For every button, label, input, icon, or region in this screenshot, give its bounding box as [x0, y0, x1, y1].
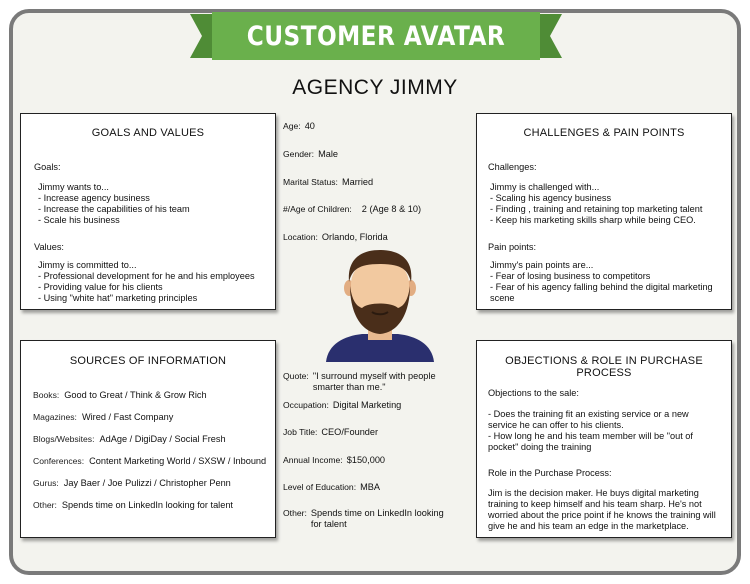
pain-line: - Fear of losing business to competitors: [490, 271, 651, 281]
goals-line: - Scale his business: [38, 215, 120, 225]
title-ribbon: [190, 12, 562, 60]
challenges-line: - Scaling his agency business: [490, 193, 612, 203]
goals-values-title: GOALS AND VALUES: [91, 127, 205, 139]
pain-line: - Fear of his agency falling behind the digital marketing: [490, 282, 713, 292]
role-line: training to keep himself and his team sharp. He's not: [488, 499, 702, 509]
page-title: CUSTOMER AVATAR: [246, 20, 506, 52]
education-row: [283, 482, 380, 492]
source-label: Blogs/Websites:: [33, 434, 95, 444]
goals-line: - Increase the capabilities of his team: [38, 204, 190, 214]
pain-list: [490, 260, 713, 304]
other-label: Other:: [283, 508, 307, 518]
income-value: $150,000: [346, 455, 386, 465]
goals-line: Jimmy wants to...: [38, 182, 109, 192]
values-label: Values:: [34, 242, 64, 252]
age-value: 40: [304, 121, 315, 131]
challenges-label: Challenges:: [488, 162, 537, 172]
pain-line: Jimmy's pain points are...: [490, 260, 594, 270]
sources-box: [20, 340, 276, 538]
quote-line: "I surround myself with people: [312, 371, 436, 381]
source-label: Books:: [33, 390, 60, 400]
objections-line: service he can offer to his clients.: [488, 420, 624, 430]
challenges-box: [476, 113, 732, 310]
source-row-other: [33, 500, 233, 510]
role-line: worried about the price point if he knows the training will: [488, 510, 716, 520]
income-row: [283, 455, 385, 465]
bearded-man-icon: [322, 246, 438, 362]
values-line: - Providing value for his clients: [38, 282, 163, 292]
source-value: Wired / Fast Company: [81, 412, 174, 422]
challenges-line: Jimmy is challenged with...: [490, 182, 600, 192]
goals-line: - Increase agency business: [38, 193, 150, 203]
role-label: Role in the Purchase Process:: [488, 468, 612, 478]
quote-row: [283, 371, 436, 393]
income-label: Annual Income:: [283, 455, 343, 465]
location-row: [283, 232, 388, 242]
challenges-list: [490, 182, 702, 226]
avatar: [322, 246, 438, 367]
source-row-books: [33, 390, 207, 400]
occupation-value: Digital Marketing: [332, 400, 402, 410]
objections-line: pocket" doing the training: [488, 442, 592, 452]
source-value: Spends time on LinkedIn looking for talent: [61, 500, 233, 510]
source-value: Good to Great / Think & Grow Rich: [64, 390, 207, 400]
objections-list: [488, 409, 693, 453]
education-value: MBA: [360, 482, 381, 492]
job-value: CEO/Founder: [321, 427, 379, 437]
gender-value: Male: [318, 149, 338, 159]
marital-label: Marital Status:: [283, 177, 338, 187]
source-value: Content Marketing World / SXSW / Inbound: [89, 456, 267, 466]
job-row: [283, 427, 378, 437]
challenges-title: CHALLENGES & PAIN POINTS: [523, 127, 685, 139]
occupation-row: [283, 400, 401, 410]
source-row-conferences: [33, 456, 266, 466]
objections-line: - Does the training fit an existing service or a new: [488, 409, 689, 419]
role-line: give he and his team an edge in the marketplace.: [488, 521, 689, 531]
role-list: [488, 488, 716, 532]
quote-text: [313, 371, 436, 393]
role-line: Jim is the decision maker. He buys digital marketing: [488, 488, 699, 498]
age-row: [283, 121, 315, 131]
objections-title: OBJECTIONS & ROLE IN PURCHASE PROCESS: [505, 355, 703, 379]
pain-line: scene: [490, 293, 515, 303]
challenges-line: - Keep his marketing skills sharp while being CEO.: [490, 215, 696, 225]
source-row-magazines: [33, 412, 173, 422]
children-row: [283, 204, 421, 214]
goals-list: [38, 182, 190, 226]
sources-title: SOURCES OF INFORMATION: [69, 355, 227, 367]
location-value: Orlando, Florida: [321, 232, 388, 242]
other-text: [311, 508, 444, 530]
objections-label: Objections to the sale:: [488, 388, 579, 398]
source-label: Gurus:: [33, 478, 59, 488]
source-row-blogs: [33, 434, 226, 444]
age-label: Age:: [283, 121, 301, 131]
quote-label: Quote:: [283, 371, 309, 381]
children-value: 2 (Age 8 & 10): [361, 204, 422, 214]
occupation-label: Occupation:: [283, 400, 329, 410]
challenges-line: - Finding , training and retaining top marketing talent: [490, 204, 703, 214]
gender-row: [283, 149, 338, 159]
pain-label: Pain points:: [488, 242, 537, 252]
source-row-gurus: [33, 478, 231, 488]
objections-box: [476, 340, 732, 538]
location-label: Location:: [283, 232, 318, 242]
avatar-name: AGENCY JIMMY: [292, 76, 458, 99]
values-line: - Using "white hat" marketing principles: [38, 293, 198, 303]
goals-label: Goals:: [34, 162, 61, 172]
goals-values-box: [20, 113, 276, 310]
source-label: Other:: [33, 500, 57, 510]
gender-label: Gender:: [283, 149, 315, 159]
source-value: AdAge / DigiDay / Social Fresh: [99, 434, 226, 444]
source-label: Conferences:: [33, 456, 85, 466]
objections-line: - How long he and his team member will be "out of: [488, 431, 693, 441]
values-list: [38, 260, 255, 304]
marital-value: Married: [341, 177, 374, 187]
marital-row: [283, 177, 373, 187]
children-label: #/Age of Children:: [283, 204, 352, 214]
values-line: - Professional development for he and his employees: [38, 271, 255, 281]
source-value: Jay Baer / Joe Pulizzi / Christopher Penn: [63, 478, 231, 488]
quote-line: smarter than me.": [312, 382, 386, 392]
other-line: for talent: [310, 519, 347, 529]
values-line: Jimmy is committed to...: [38, 260, 137, 270]
job-label: Job Title:: [283, 427, 318, 437]
other-line: Spends time on LinkedIn looking: [310, 508, 444, 518]
source-label: Magazines:: [33, 412, 77, 422]
education-label: Level of Education:: [283, 482, 357, 492]
other-row: [283, 508, 444, 530]
